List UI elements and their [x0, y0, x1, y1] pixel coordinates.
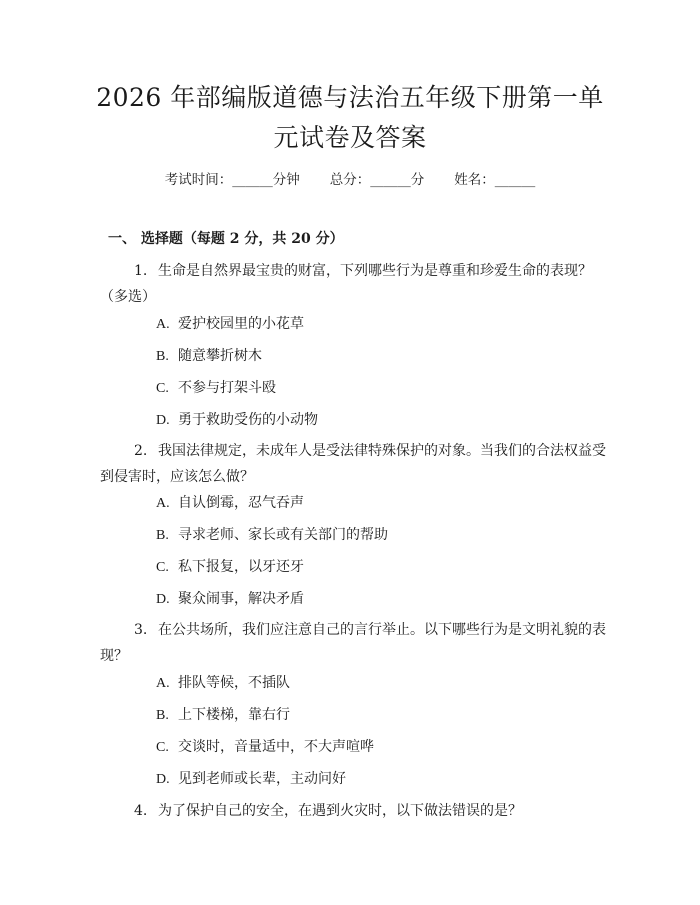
- option-letter: A.: [156, 676, 170, 691]
- option-3a: [156, 672, 290, 692]
- question-text-line: 在公共场所，我们应注意自己的言行举止。以下哪些行为是文明礼貌的表: [158, 622, 606, 638]
- total-score-field: 总分：______分: [329, 172, 425, 188]
- question-text-line: 我国法律规定，未成年人是受法律特殊保护的对象。当我们的合法权益受: [158, 443, 606, 459]
- option-letter: B.: [156, 708, 169, 723]
- option-text: 寻求老师、家长或有关部门的帮助: [178, 527, 388, 543]
- exam-title-line-2: 元试卷及答案: [273, 123, 427, 152]
- option-text: 爱护校园里的小花草: [178, 316, 304, 332]
- option-3d: [156, 768, 346, 788]
- question-text-line: 为了保护自己的安全，在遇到火灾时，以下做法错误的是？: [158, 803, 522, 819]
- question-4: [108, 798, 608, 824]
- question-text-line: （多选）: [100, 289, 156, 305]
- question-number: 4.: [134, 803, 148, 819]
- option-text: 私下报复，以牙还牙: [178, 559, 304, 575]
- option-letter: D.: [156, 772, 170, 787]
- question-text: [108, 617, 608, 643]
- option-letter: B.: [156, 349, 169, 364]
- option-3c: [156, 736, 374, 756]
- option-text: 见到老师或长辈，主动问好: [178, 771, 346, 787]
- option-text: 自认倒霉，忍气吞声: [178, 495, 304, 511]
- section-heading: 一、 选择题（每题 2 分，共 20 分）: [108, 231, 344, 247]
- question-number: 2.: [134, 443, 148, 459]
- option-text: 随意攀折树木: [178, 348, 262, 364]
- option-1c: [156, 377, 276, 397]
- option-3b: [156, 704, 290, 724]
- option-2a: [156, 492, 304, 512]
- question-number: 3.: [134, 622, 148, 638]
- question-3: [100, 617, 608, 669]
- question-text: [108, 438, 608, 464]
- option-text: 上下楼梯，靠右行: [178, 707, 290, 723]
- option-text: 聚众闹事，解决矛盾: [178, 591, 304, 607]
- option-letter: C.: [156, 740, 169, 755]
- option-letter: C.: [156, 381, 169, 396]
- option-1d: [156, 409, 318, 429]
- option-1b: [156, 345, 262, 365]
- option-letter: C.: [156, 560, 169, 575]
- option-text: 排队等候，不插队: [178, 675, 290, 691]
- option-letter: D.: [156, 413, 170, 428]
- question-text-line: 到侵害时，应该怎么做？: [100, 469, 254, 485]
- option-2c: [156, 556, 304, 576]
- option-letter: D.: [156, 592, 170, 607]
- question-text-line: 生命是自然界最宝贵的财富，下列哪些行为是尊重和珍爱生命的表现？: [158, 263, 592, 279]
- option-1a: [156, 313, 304, 333]
- option-letter: A.: [156, 496, 170, 511]
- question-text-line: 现？: [100, 648, 128, 664]
- option-2b: [156, 524, 388, 544]
- option-letter: A.: [156, 317, 170, 332]
- exam-title-line-1: 2026 年部编版道德与法治五年级下册第一单: [96, 83, 604, 112]
- option-letter: B.: [156, 528, 169, 543]
- exam-time-field: 考试时间：______分钟: [164, 172, 300, 188]
- option-2d: [156, 588, 304, 608]
- student-name-field: 姓名：______: [454, 172, 536, 188]
- option-text: 交谈时，音量适中，不大声喧哗: [178, 739, 374, 755]
- question-number: 1.: [134, 263, 148, 279]
- question-1: [100, 258, 608, 310]
- question-text: [108, 798, 608, 824]
- option-text: 勇于救助受伤的小动物: [178, 412, 318, 428]
- option-text: 不参与打架斗殴: [178, 380, 276, 396]
- question-2: [100, 438, 608, 490]
- exam-info-row: [0, 168, 700, 188]
- question-text: [108, 258, 608, 284]
